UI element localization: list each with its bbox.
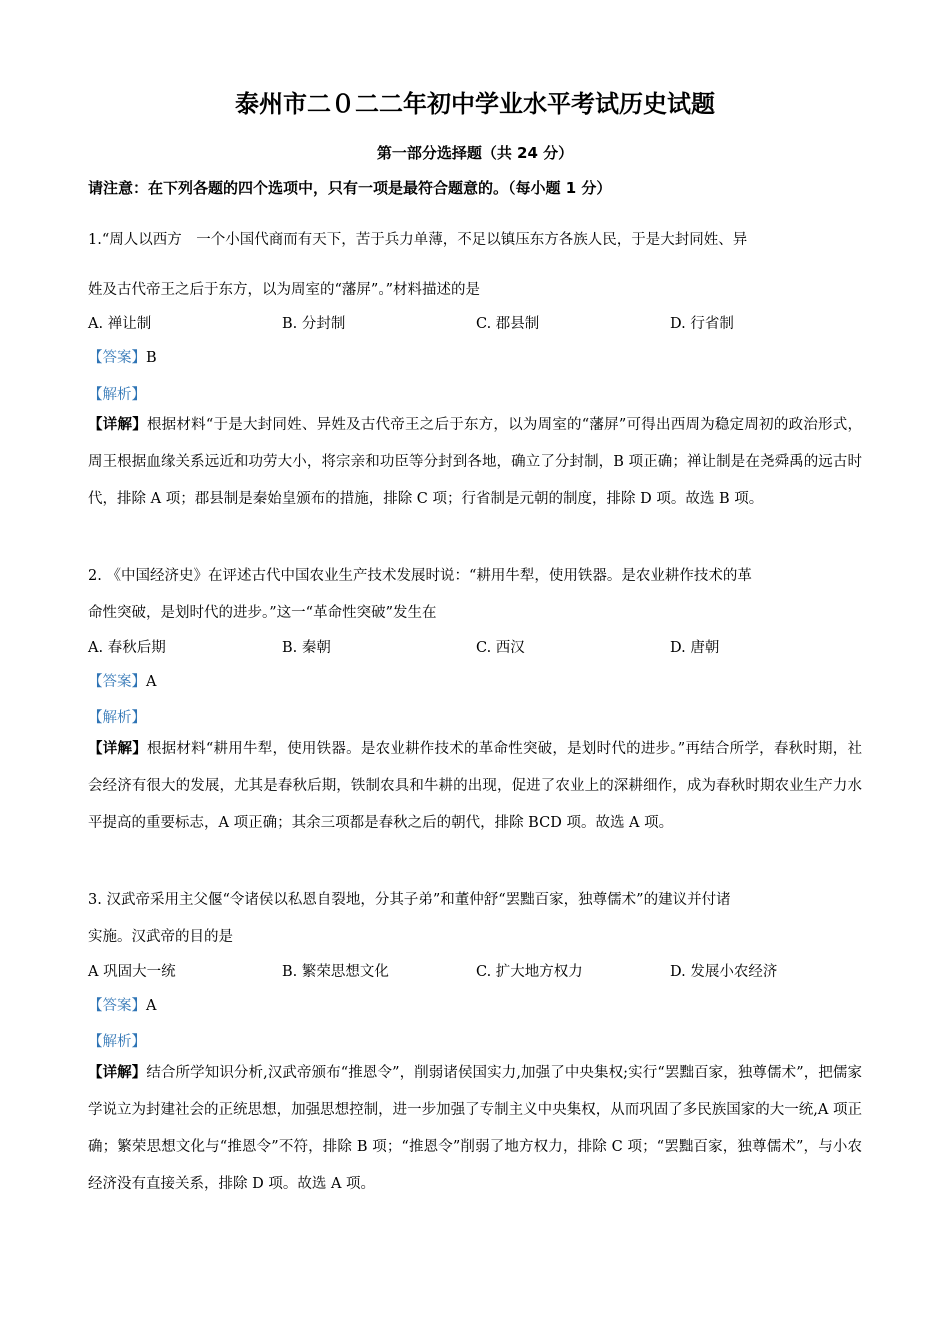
- question-3-option-c: C. 扩大地方权力: [476, 964, 583, 980]
- answer-value: A: [146, 998, 157, 1014]
- question-2-stem-line-2: 命性突破，是划时代的进步。”这一“革命性突破”发生在: [88, 605, 437, 621]
- answer-value: A: [146, 674, 157, 690]
- section-title: 第一部分选择题（共 24 分）: [376, 144, 574, 162]
- question-1-answer: [88, 346, 157, 367]
- question-1-option-a: A. 禅让制: [88, 316, 152, 332]
- question-1-option-c: C. 郡县制: [476, 316, 540, 332]
- question-2-option-c: C. 西汉: [476, 640, 525, 656]
- detail-text: 根据材料“耕用牛犁，使用铁器。是农业耕作技术的革命性突破，是划时代的进步。”再结合所学，春秋时期，社会经济有很大的发展，尤其是春秋后期，铁制农具和牛耕的出现，促进了农业上的深耕细作，成为春秋时期农业生产力水平提高的重要标志，A 项正确；其余三项都是春秋之后的朝代，排除 BCD 项。故选 A 项。: [88, 741, 862, 831]
- question-2-analysis-label: 【解析】: [88, 710, 146, 726]
- question-3-detail: [88, 1054, 862, 1203]
- question-1-stem-line-2: 姓及古代帝王之后于东方，以为周室的“藩屏”。”材料描述的是: [88, 282, 480, 298]
- notice-text: 请注意：在下列各题的四个选项中，只有一项是最符合题意的。（每小题 1 分）: [88, 179, 612, 197]
- detail-label: 【详解】: [88, 416, 147, 433]
- question-2-detail: [88, 730, 862, 842]
- question-1-analysis-label: 【解析】: [88, 387, 146, 403]
- answer-label: 【答案】: [88, 998, 146, 1014]
- question-3-stem-line-2: 实施。汉武帝的目的是: [88, 929, 233, 945]
- detail-label: 【详解】: [88, 740, 147, 757]
- question-3-option-b: B. 繁荣思想文化: [282, 964, 389, 980]
- answer-value: B: [146, 350, 157, 366]
- question-1-option-b: B. 分封制: [282, 316, 346, 332]
- question-3-stem-line-1: 3. 汉武帝采用主父偃“令诸侯以私恩自裂地，分其子弟”和董仲舒“罢黜百家，独尊儒术”的建议并付诸: [88, 892, 731, 908]
- detail-text: 结合所学知识分析,汉武帝颁布“推恩令”，削弱诸侯国实力,加强了中央集权;实行“罢黜百家，独尊儒术”，把儒家学说立为封建社会的正统思想，加强思想控制，进一步加强了专制主义中央集权，从而巩固了多民族国家的大一统,A 项正确；繁荣思想文化与“推恩令”不符，排除 B 项；“推恩令”削弱了地方权力，排除 C 项；“罢黜百家，独尊儒术”，与小农经济没有直接关系，排除 D 项。故选 A 项。: [88, 1065, 862, 1192]
- question-2-option-b: B. 秦朝: [282, 640, 331, 656]
- detail-label: 【详解】: [88, 1064, 147, 1081]
- question-2-stem-line-1: 2. 《中国经济史》在评述古代中国农业生产技术发展时说：“耕用牛犁，使用铁器。是农业耕作技术的革: [88, 568, 752, 584]
- question-1-stem-line-1: 1.“周人以西方 一个小国代商而有天下，苦于兵力单薄，不足以镇压东方各族人民，于是大封同姓、异: [88, 232, 748, 248]
- answer-label: 【答案】: [88, 674, 146, 690]
- question-2-option-d: D. 唐朝: [670, 640, 720, 656]
- question-3-option-a: A 巩固大一统: [88, 964, 176, 980]
- question-2-option-a: A. 春秋后期: [88, 640, 166, 656]
- detail-text: 根据材料“于是大封同姓、异姓及古代帝王之后于东方，以为周室的“藩屏”可得出西周为稳定周初的政治形式，周王根据血缘关系远近和功劳大小，将宗亲和功臣等分封到各地，确立了分封制，B 项正确；禅让制是在尧舜禹的远古时代，排除 A 项；郡县制是秦始皇颁布的措施，排除 C 项；行省制是元朝的制度，排除 D 项。故选 B 项。: [88, 417, 863, 507]
- answer-label: 【答案】: [88, 350, 146, 366]
- question-1-detail: [88, 406, 862, 518]
- question-3-option-d: D. 发展小农经济: [670, 964, 778, 980]
- page-title: 泰州市二０二二年初中学业水平考试历史试题: [235, 90, 715, 118]
- question-3-answer: [88, 994, 156, 1015]
- question-1-option-d: D. 行省制: [670, 316, 734, 332]
- question-2-answer: [88, 670, 156, 691]
- question-3-analysis-label: 【解析】: [88, 1034, 146, 1050]
